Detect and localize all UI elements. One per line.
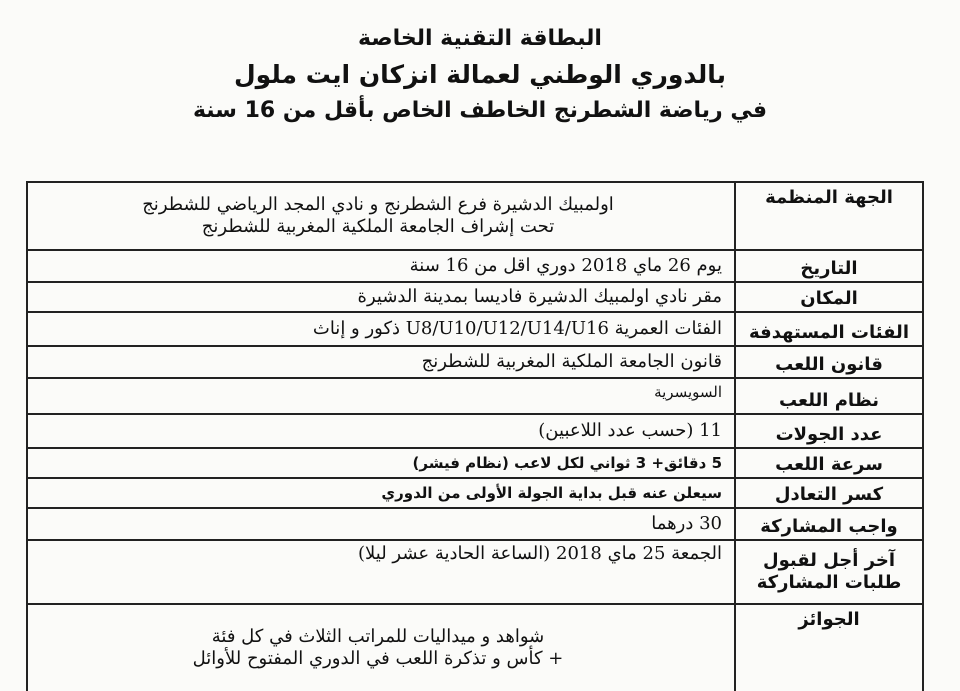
entry-fee-value: 30 درهما — [28, 509, 736, 539]
row-entry-fee — [28, 509, 922, 541]
tournament-subtitle: في رياضة الشطرنج الخاطف الخاص بأقل من 16 سنة — [192, 98, 768, 123]
tiebreak-label: كسر التعادل — [774, 484, 884, 505]
organizer-label: الجهة المنظمة — [765, 187, 893, 208]
row-time-control — [28, 449, 922, 479]
row-venue — [28, 283, 922, 313]
venue-label: المكان — [800, 288, 858, 309]
prizes-value — [28, 605, 736, 691]
tournament-name: بالدوري الوطني لعمالة انزكان ايت ملول — [233, 60, 727, 89]
system-value: السويسرية — [28, 379, 736, 413]
time-control-label: سرعة اللعب — [775, 454, 883, 475]
row-system — [28, 379, 922, 415]
date-label: التاريخ — [800, 258, 858, 279]
deadline-label-line-1: آخر أجل لقبول — [762, 549, 896, 571]
tiebreak-value: سيعلن عنه قبل بداية الجولة الأولى من الدوري — [28, 479, 736, 507]
categories-label: الفئات المستهدفة — [749, 322, 909, 343]
document-header — [0, 22, 960, 128]
rules-label: قانون اللعب — [775, 354, 883, 375]
row-rounds — [28, 415, 922, 449]
row-date — [28, 251, 922, 283]
row-tiebreak — [28, 479, 922, 509]
system-label: نظام اللعب — [778, 390, 879, 411]
prizes-line-1: شواهد و ميداليات للمراتب الثلاث في كل فئة — [211, 626, 545, 647]
row-prizes — [28, 605, 922, 691]
date-value: يوم 26 ماي 2018 دوري اقل من 16 سنة — [28, 251, 736, 281]
prizes-line-2: + كأس و تذكرة اللعب في الدوري المفتوح للأوائل — [192, 648, 564, 669]
row-organizer — [28, 183, 922, 251]
prizes-label: الجوائز — [798, 609, 860, 630]
categories-value: الفئات العمرية U8/U10/U12/U14/U16 ذكور و إناث — [28, 313, 736, 345]
technical-sheet-table — [26, 181, 924, 691]
row-deadline — [28, 541, 922, 605]
rounds-label: عدد الجولات — [775, 424, 883, 445]
time-control-value: 5 دقائق+ 3 ثواني لكل لاعب (نظام فيشر) — [28, 449, 736, 477]
organizer-line-2: تحت إشراف الجامعة الملكية المغربية للشطرنج — [201, 216, 555, 237]
rules-value: قانون الجامعة الملكية المغربية للشطرنج — [28, 347, 736, 377]
document-title: البطاقة التقنية الخاصة — [358, 26, 602, 51]
entry-fee-label: واجب المشاركة — [760, 516, 898, 537]
deadline-value: الجمعة 25 ماي 2018 (الساعة الحادية عشر ليلا) — [28, 541, 736, 603]
row-categories — [28, 313, 922, 347]
row-rules — [28, 347, 922, 379]
organizer-line-1: اولمبيك الدشيرة فرع الشطرنج و نادي المجد الرياضي للشطرنج — [142, 194, 614, 215]
rounds-value: 11 (حسب عدد اللاعبين) — [28, 415, 736, 447]
deadline-label-line-2: طلبات المشاركة — [756, 571, 902, 593]
venue-value: مقر نادي اولمبيك الدشيرة فاديسا بمدينة الدشيرة — [28, 283, 736, 311]
deadline-label — [736, 541, 922, 603]
organizer-value — [28, 183, 736, 249]
